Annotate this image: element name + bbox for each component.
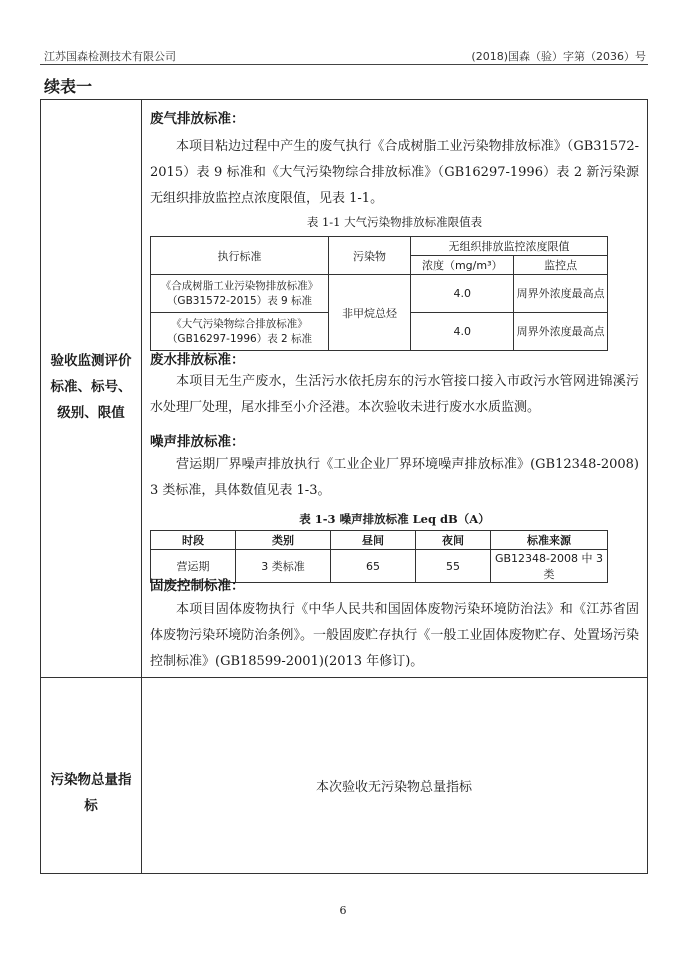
total-index-label-line: 标: [84, 798, 98, 814]
criteria-label-line: 标准、标号、: [50, 379, 132, 395]
table-cell-period: 营运期: [151, 550, 236, 583]
table-1-3-caption: 表 1-3 噪声排放标准 Leq dB（A）: [299, 512, 490, 526]
th-standard: 执行标准: [151, 237, 329, 275]
th-period: 时段: [151, 531, 236, 550]
table-1-1-caption: 表 1-1 大气污染物排放标准限值表: [306, 215, 483, 229]
form-table: [40, 99, 648, 874]
waste-water-paragraph: 本项目无生产废水，生活污水依托房东的污水管接口接入市政污水管网进锦溪污水处理厂处理，尾水排至小介泾港。本次验收未进行废水水质监测。: [150, 374, 639, 415]
waste-water-title: 废水排放标准：: [150, 352, 245, 368]
solid-waste-text: [150, 597, 639, 675]
table-cell-conc: 4.0: [411, 313, 514, 351]
header-rule: [40, 64, 648, 65]
total-index-label: [41, 767, 141, 819]
table-cell-standard: 《大气污染物综合排放标准》（GB16297-1996）表 2 标准: [151, 313, 329, 351]
waste-water-text: [150, 369, 639, 421]
table-cell-source: GB12348-2008 中 3 类: [491, 550, 608, 583]
table-cell-conc: 4.0: [411, 275, 514, 313]
th-category: 类别: [236, 531, 331, 550]
th-source: 标准来源: [491, 531, 608, 550]
table-cell-day: 65: [331, 550, 416, 583]
th-concentration: 浓度（mg/m³）: [411, 256, 514, 275]
waste-gas-text: [150, 134, 639, 212]
noise-text: [150, 452, 639, 504]
row-divider: [41, 677, 647, 678]
table-cell-point: 周界外浓度最高点: [514, 275, 608, 313]
air-emission-table: [150, 236, 608, 351]
th-night: 夜间: [416, 531, 491, 550]
criteria-label-line: 级别、限值: [57, 405, 125, 421]
table-cell-pollutant: 非甲烷总烃: [328, 275, 410, 351]
noise-paragraph: 营运期厂界噪声排放执行《工业企业厂界环境噪声排放标准》(GB12348-2008) 3 类标准，具体数值见表 1-3。: [150, 457, 639, 498]
th-day: 昼间: [331, 531, 416, 550]
waste-gas-title: 废气排放标准：: [150, 111, 245, 127]
company-name: 江苏国森检测技术有限公司: [44, 50, 176, 63]
table-cell-standard: 《合成树脂工业污染物排放标准》（GB31572-2015）表 9 标准: [151, 275, 329, 313]
th-limit-group: 无组织排放监控浓度限值: [411, 237, 608, 256]
table-cell-category: 3 类标准: [236, 550, 331, 583]
solid-waste-paragraph: 本项目固体废物执行《中华人民共和国固体废物污染环境防治法》和《江苏省固体废物污染环境防治条例》。一般固废贮存执行《一般工业固体废物贮存、处置场污染控制标准》(GB18599-2001)(2013 年修订)。: [150, 602, 639, 669]
page-number: 6: [339, 904, 347, 917]
solid-waste-title: 固废控制标准：: [150, 578, 245, 594]
total-index-label-line: 污染物总量指: [50, 772, 132, 788]
criteria-content: [142, 100, 647, 677]
table-cell-point: 周界外浓度最高点: [514, 313, 608, 351]
total-index-text: 本次验收无污染物总量指标: [315, 780, 472, 795]
noise-title: 噪声排放标准：: [150, 434, 245, 450]
continued-table-title: 续表一: [44, 77, 93, 96]
th-pollutant: 污染物: [328, 237, 410, 275]
report-number: (2018)国森（验）字第（2036）号: [471, 50, 646, 63]
criteria-label: [41, 348, 141, 426]
criteria-label-line: 验收监测评价: [50, 353, 132, 369]
table-cell-night: 55: [416, 550, 491, 583]
waste-gas-paragraph: 本项目粘边过程中产生的废气执行《合成树脂工业污染物排放标准》（GB31572-2015）表 9 标准和《大气污染物综合排放标准》（GB16297-1996）表 2 新污染源无组织排放监控点浓度限值，见表 1-1。: [150, 139, 639, 206]
th-monitor-point: 监控点: [514, 256, 608, 275]
